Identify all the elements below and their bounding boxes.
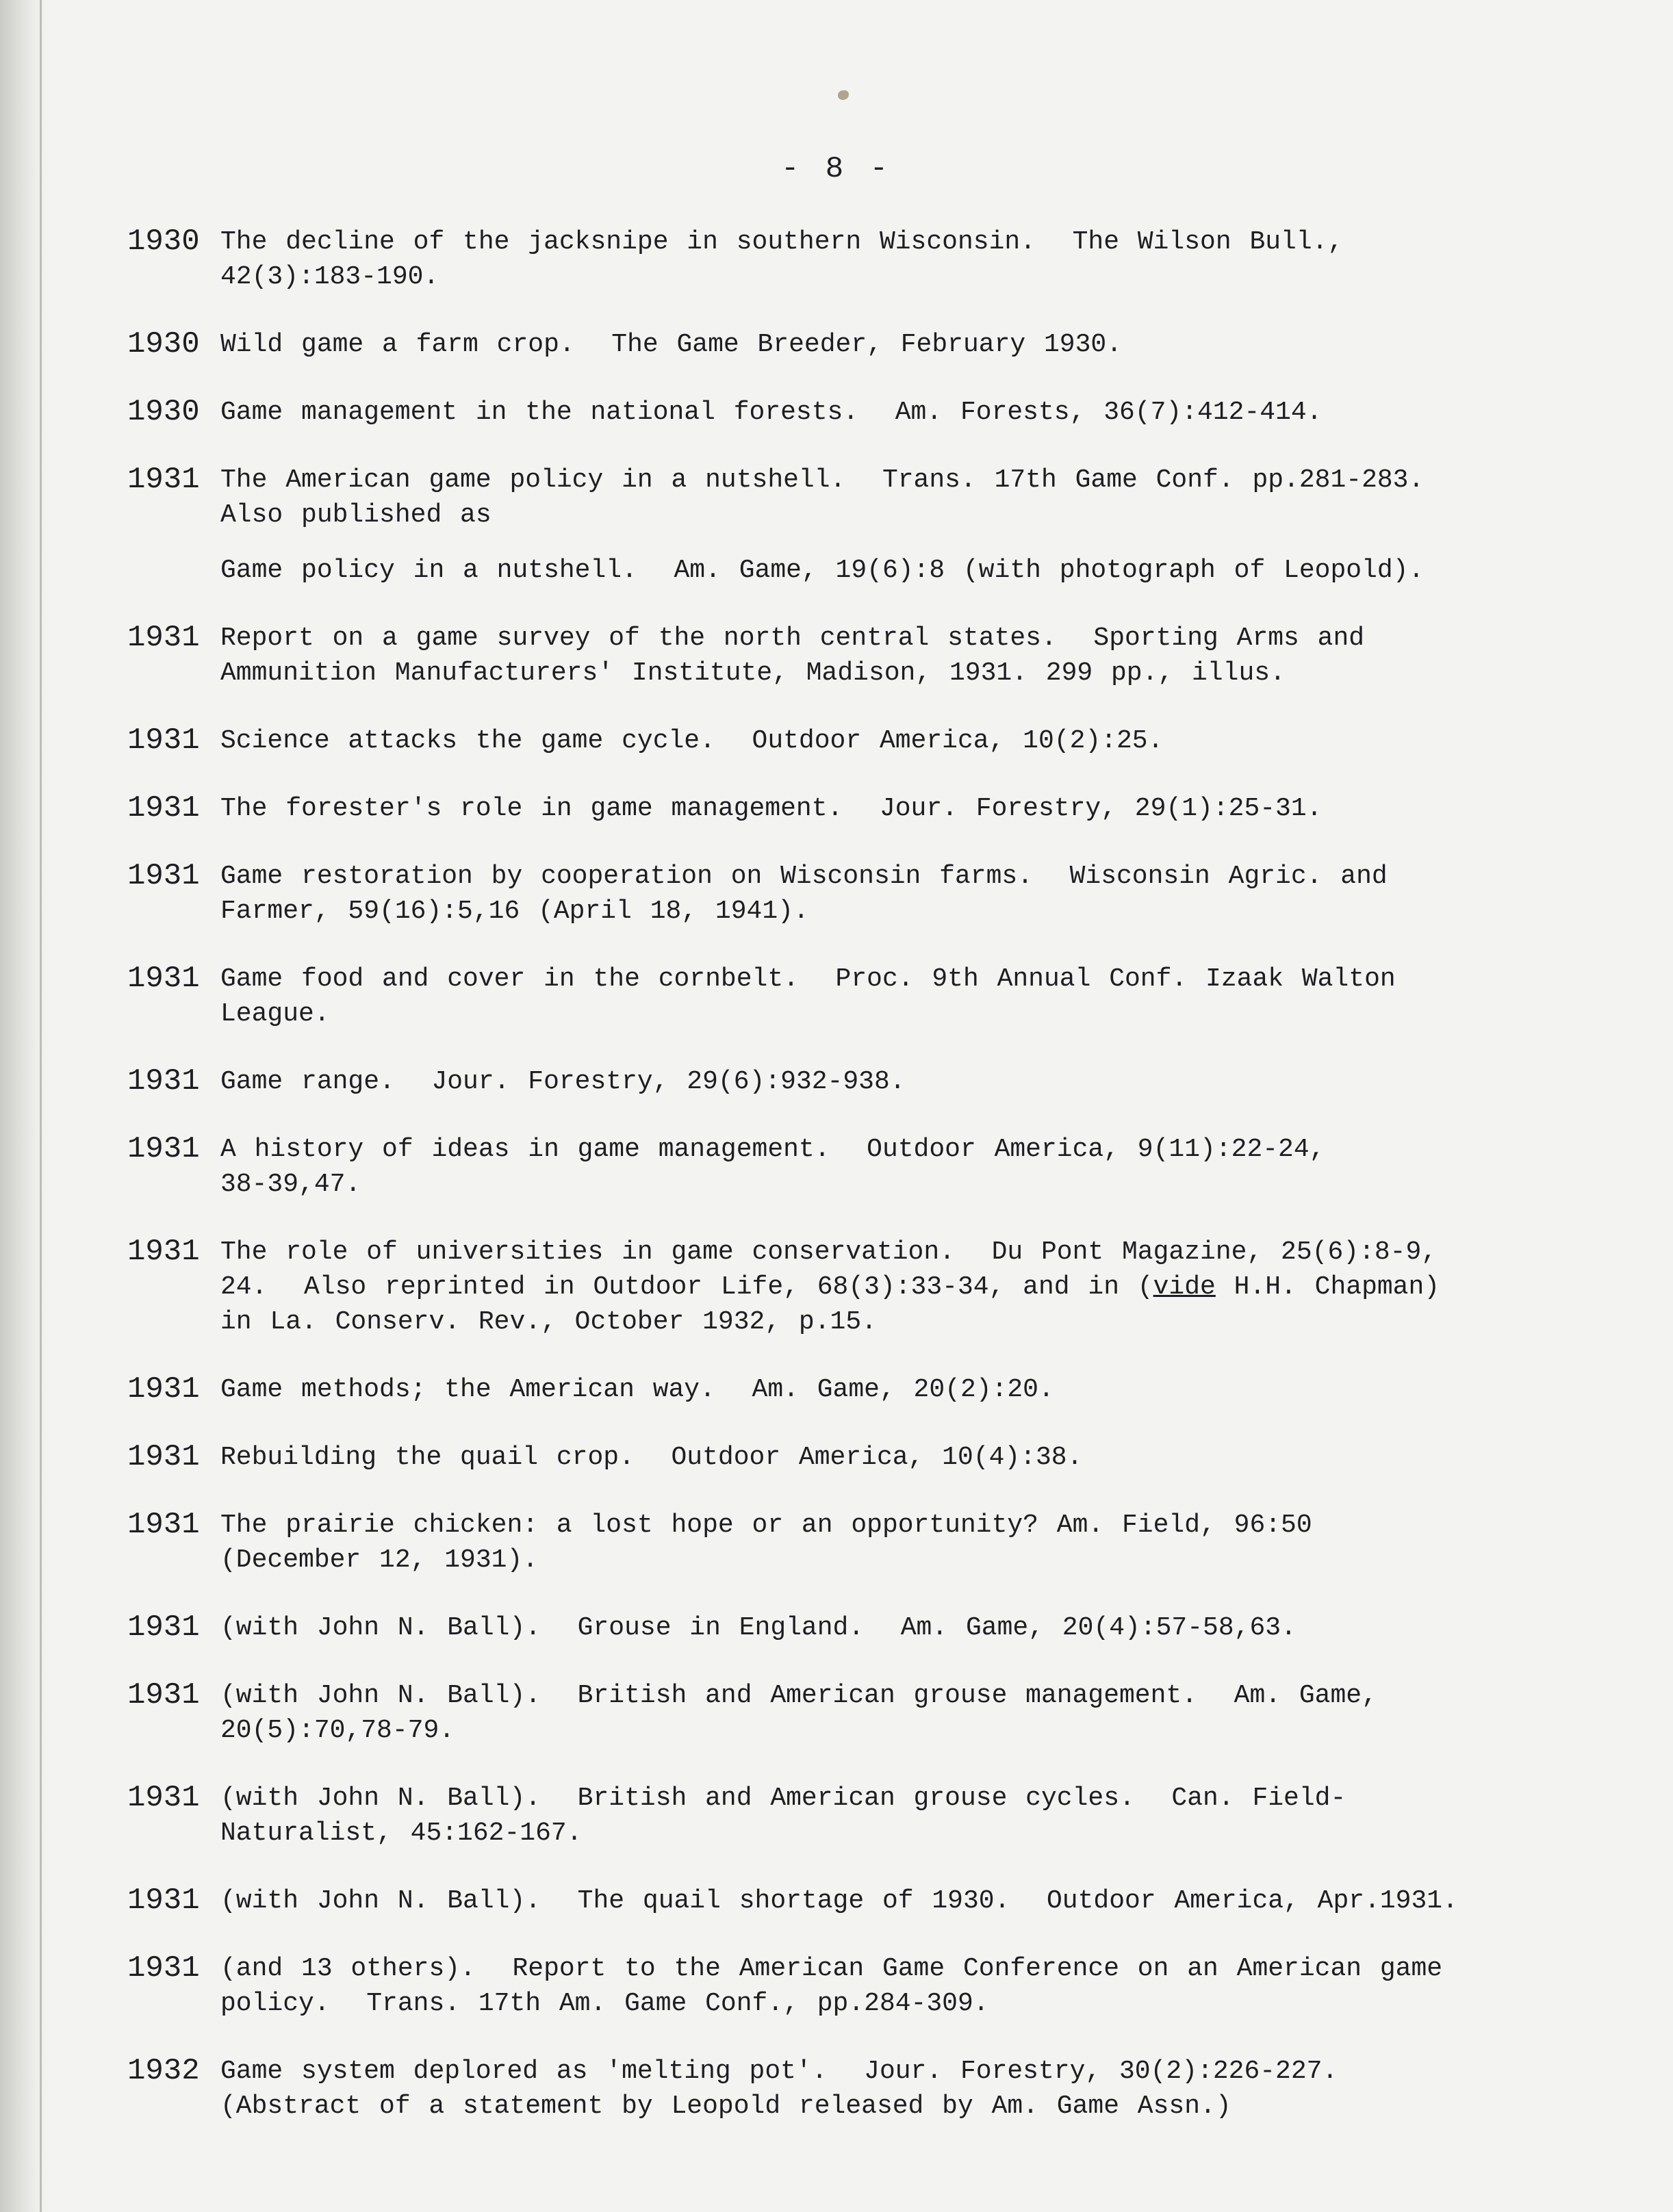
entry-citation-part: The role of universities in game conservation. Du Pont Magazine, 25(6):8-9, 24. Also reprinted in Outdoor Life, 68(3):33-34, and in (	[220, 1237, 1438, 1302]
entry-citation: (with John N. Ball). British and American grouse cycles. Can. Field- Naturalist, 45:162-167.	[220, 1784, 1346, 1848]
entry-citation: Wild game a farm crop. The Game Breeder, February 1930.	[220, 330, 1123, 359]
entry-year: 1931	[127, 1610, 200, 1645]
bibliography-entry	[127, 791, 1558, 826]
bibliography-entry	[127, 621, 1558, 691]
bibliography-entry	[127, 327, 1558, 362]
entry-year: 1931	[127, 1064, 200, 1098]
entry-year: 1930	[127, 395, 200, 429]
bibliography-entry	[127, 1064, 1558, 1099]
entry-year: 1931	[127, 1440, 200, 1474]
bibliography-entry	[127, 1508, 1558, 1578]
entry-year: 1931	[127, 621, 200, 655]
bibliography-entry	[127, 1678, 1558, 1748]
entry-citation: The prairie chicken: a lost hope or an opportunity? Am. Field, 96:50 (December 12, 1931).	[220, 1510, 1312, 1575]
entry-citation: Science attacks the game cycle. Outdoor America, 10(2):25.	[220, 726, 1164, 756]
entry-citation: Rebuilding the quail crop. Outdoor America, 10(4):38.	[220, 1443, 1083, 1472]
entry-citation-part: H.H. Chapman) in La. Conserv. Rev., October 1932, p.15.	[220, 1272, 1440, 1337]
entry-year: 1931	[127, 962, 200, 996]
bibliography-entry	[127, 224, 1558, 294]
entry-citation: (with John N. Ball). British and American grouse management. Am. Game, 20(5):70,78-79.	[220, 1681, 1377, 1745]
entry-year: 1931	[127, 1678, 200, 1712]
entry-year: 1932	[127, 2054, 200, 2088]
bibliography-entry	[127, 962, 1558, 1031]
entry-year: 1931	[127, 1372, 200, 1406]
bibliography-entry	[127, 859, 1558, 929]
entry-citation: Game restoration by cooperation on Wisconsin farms. Wisconsin Agric. and Farmer, 59(16):5,16 (April 18, 1941).	[220, 862, 1388, 926]
entry-year: 1930	[127, 224, 200, 259]
entry-year: 1931	[127, 1132, 200, 1166]
entry-year: 1931	[127, 1235, 200, 1269]
bibliography-list	[127, 224, 1558, 2157]
entry-year: 1931	[127, 723, 200, 758]
entry-year: 1931	[127, 463, 200, 497]
bibliography-entry	[127, 723, 1558, 758]
paper-speck	[838, 90, 849, 100]
entry-citation: A history of ideas in game management. Outdoor America, 9(11):22-24, 38-39,47.	[220, 1135, 1325, 1199]
bibliography-entry	[127, 395, 1558, 430]
entry-year: 1931	[127, 1508, 200, 1542]
bibliography-entry	[127, 1781, 1558, 1851]
entry-citation: Game food and cover in the cornbelt. Proc. 9th Annual Conf. Izaak Walton League.	[220, 964, 1396, 1029]
bibliography-entry	[127, 1951, 1558, 2021]
bibliography-entry	[127, 1883, 1558, 1918]
entry-year: 1931	[127, 791, 200, 825]
entry-year: 1931	[127, 1781, 200, 1815]
entry-citation: Report on a game survey of the north central states. Sporting Arms and Ammunition Manufacturers' Institute, Madison, 1931. 299 pp., illus.	[220, 623, 1365, 688]
bibliography-entry	[127, 1610, 1558, 1645]
bibliography-entry	[127, 1132, 1558, 1202]
bibliography-entry	[127, 463, 1558, 532]
entry-citation: Game range. Jour. Forestry, 29(6):932-938.	[220, 1067, 906, 1096]
bibliography-entry-also-published	[127, 553, 1558, 588]
entry-citation: Game methods; the American way. Am. Game, 20(2):20.	[220, 1375, 1054, 1404]
bibliography-entry	[127, 1235, 1558, 1339]
entry-citation: (with John N. Ball). The quail shortage of 1930. Outdoor America, Apr.1931.	[220, 1886, 1458, 1916]
entry-citation: (and 13 others). Report to the American Game Conference on an American game policy. Trans. 17th Am. Game Conf., pp.284-309.	[220, 1954, 1443, 2018]
entry-citation: (with John N. Ball). Grouse in England. Am. Game, 20(4):57-58,63.	[220, 1613, 1297, 1643]
entry-citation: The forester's role in game management. Jour. Forestry, 29(1):25-31.	[220, 794, 1323, 823]
entry-citation: Game system deplored as 'melting pot'. Jour. Forestry, 30(2):226-227. (Abstract of a statement by Leopold released by Am. Game Assn.)	[220, 2057, 1338, 2121]
bibliography-entry	[127, 2054, 1558, 2124]
entry-citation	[220, 1235, 1558, 1339]
entry-citation: The decline of the jacksnipe in southern Wisconsin. The Wilson Bull., 42(3):183-190.	[220, 227, 1344, 292]
entry-citation-underlined: vide	[1153, 1272, 1216, 1302]
entry-year: 1931	[127, 1883, 200, 1918]
entry-year: 1930	[127, 327, 200, 361]
entry-citation: Game management in the national forests. Am. Forests, 36(7):412-414.	[220, 398, 1323, 427]
entry-year: 1931	[127, 859, 200, 893]
entry-citation: Game policy in a nutshell. Am. Game, 19(6):8 (with photograph of Leopold).	[220, 556, 1425, 585]
page-binding-edge	[40, 0, 42, 2212]
entry-year: 1931	[127, 1951, 200, 1985]
bibliography-entry	[127, 1372, 1558, 1407]
entry-citation: The American game policy in a nutshell. Trans. 17th Game Conf. pp.281-283. Also published as	[220, 465, 1425, 530]
page-number: - 8 -	[780, 152, 893, 186]
bibliography-entry	[127, 1440, 1558, 1475]
